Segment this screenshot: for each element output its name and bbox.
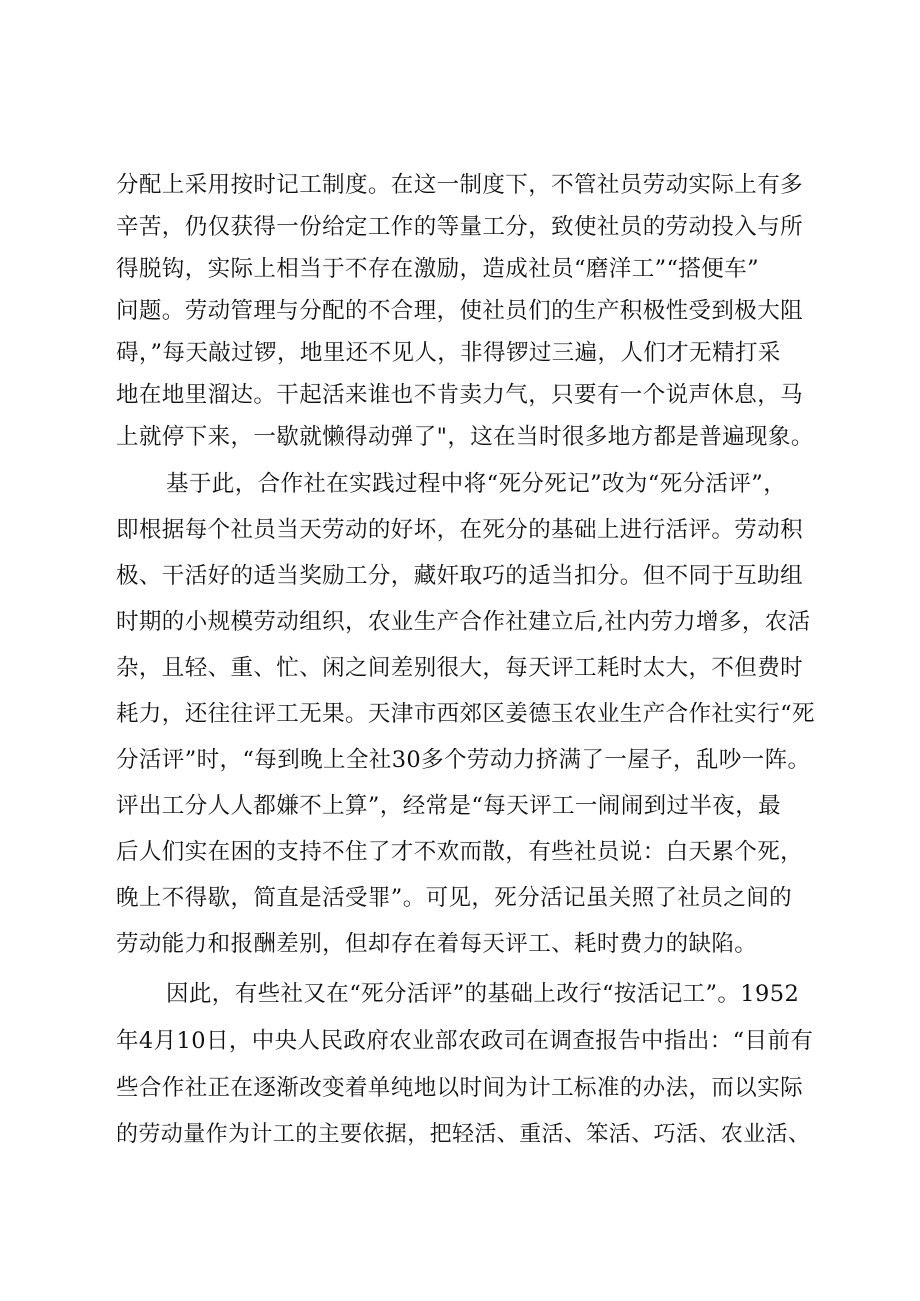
text-line: 晚上不得歇，简直是活受罪”。可见，死分活记虽关照了社员之间的 (116, 885, 793, 911)
text-line: 评出工分人人都嫌不上算”，经常是“每天评工一闹闹到过半夜，最 (116, 793, 782, 819)
text-line: 地在地里溜达。干起活来谁也不肯卖力气，只要有一个说声休息，马 (116, 382, 804, 408)
text-line: 问题。劳动管理与分配的不合理，使社员们的生产积极性受到极大阻 (116, 298, 804, 324)
text-line: 得脱钩，实际上相当于不存在激励，造成社员“磨洋工”“搭便车” (116, 256, 760, 282)
text-line: 耗力，还往往评工无果。天津市西郊区姜德玉农业生产合作社实行“死 (116, 701, 815, 727)
text-line: 后人们实在困的支持不住了才不欢而散，有些社员说：白天累个死， (116, 839, 804, 865)
text-line: 劳动能力和报酬差别，但却存在着每天评工、耗时费力的缺陷。 (116, 931, 758, 957)
text-line: 分活评”时，“每到晚上全社30多个劳动力挤满了一屋子，乱吵一阵。 (116, 747, 811, 773)
paragraph-start-line: 因此，有些社又在“死分活评”的基础上改行“按活记工”。1952 (166, 981, 800, 1007)
text-line: 时期的小规模劳动组织，农业生产合作社建立后,社内劳力增多，农活 (116, 609, 811, 635)
text-line: 极、干活好的适当奖励工分，藏奸取巧的适当扣分。但不同于互助组 (116, 563, 804, 589)
text-line: 些合作社正在逐渐改变着单纯地以时间为计工标准的办法，而以实际 (116, 1075, 804, 1101)
text-line: 年4月10日，中央人民政府农业部农政司在调查报告中指出：“目前有 (116, 1028, 814, 1054)
text-line: 杂，且轻、重、忙、闲之间差别很大，每天评工耗时太大，不但费时 (116, 655, 804, 681)
text-line: 分配上采用按时记工制度。在这一制度下，不管社员劳动实际上有多 (116, 172, 804, 198)
text-line: 的劳动量作为计工的主要依据，把轻活、重活、笨活、巧活、农业活、 (116, 1122, 811, 1147)
text-line: 即根据每个社员当天劳动的好坏，在死分的基础上进行活评。劳动积 (116, 517, 804, 543)
text-line: 碍，”每天敲过锣，地里还不见人，非得锣过三遍，人们才无精打采 (116, 340, 781, 366)
text-line: 上就停下来，一歇就懒得动弹了"，这在当时很多地方都是普遍现象。 (116, 424, 814, 450)
text-line: 辛苦，仍仅获得一份给定工作的等量工分，致使社员的劳动投入与所 (116, 214, 804, 240)
paragraph-start-line: 基于此，合作社在实践过程中将“死分死记”改为“死分活评”， (166, 471, 787, 497)
